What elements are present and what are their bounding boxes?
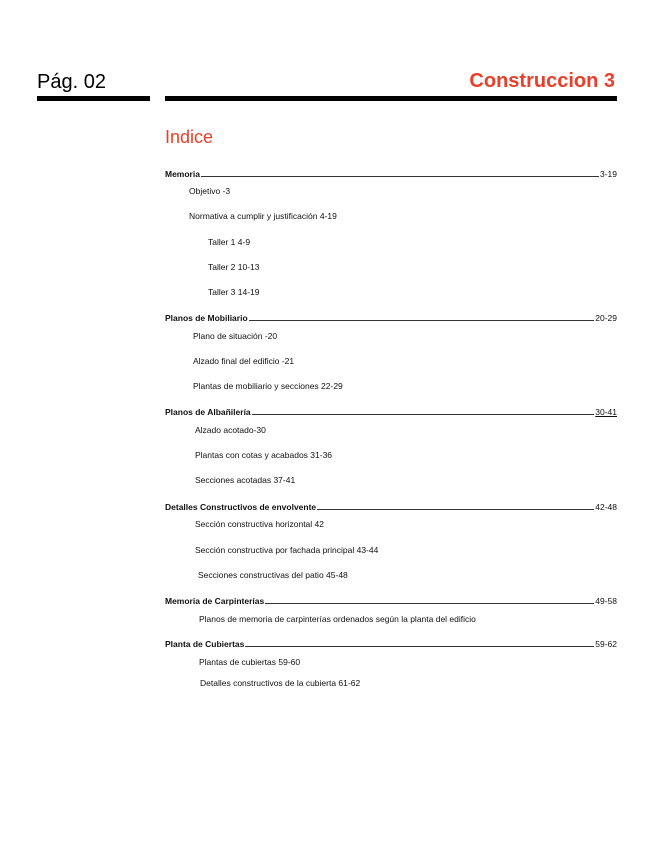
section-title: Memoria	[165, 169, 200, 179]
toc-section-memoria[interactable]	[165, 166, 617, 179]
section-title: Detalles Constructivos de envolvente	[165, 502, 317, 512]
toc-item[interactable]: Sección constructiva horizontal 42	[195, 519, 324, 529]
toc-item[interactable]: Taller 3 14-19	[208, 287, 260, 297]
section-title: Memoria de Carpinterías	[165, 596, 265, 606]
document-title: Construccion 3	[469, 70, 615, 92]
section-pages: 20-29	[595, 313, 617, 323]
dot-leader	[317, 509, 594, 510]
dot-leader	[265, 603, 594, 604]
toc-section-memoria-carpinterias[interactable]	[165, 593, 617, 606]
toc-section-detalles-constructivos[interactable]	[165, 499, 617, 512]
header-rule-left	[37, 96, 150, 101]
section-pages: 49-58	[595, 596, 617, 606]
toc-item[interactable]: Secciones constructivas del patio 45-48	[198, 570, 348, 580]
toc-heading: Indice	[165, 127, 214, 147]
toc-item[interactable]: Planos de memoria de carpinterías ordenados según la planta del edificio	[199, 614, 476, 624]
toc-item[interactable]: Taller 1 4-9	[208, 237, 251, 247]
section-title: Planos de Mobiliario	[165, 313, 248, 323]
section-pages: 3-19	[599, 169, 617, 179]
section-pages: 59-62	[595, 639, 617, 649]
toc-item[interactable]: Plantas con cotas y acabados 31-36	[195, 450, 333, 460]
toc-item[interactable]: Plantas de cubiertas 59-60	[199, 657, 301, 667]
section-title: Planta de Cubiertas	[165, 639, 245, 649]
toc-item[interactable]: Taller 2 10-13	[208, 262, 260, 272]
toc-item[interactable]: Plano de situación -20	[193, 331, 278, 341]
toc-item[interactable]: Alzado final del edificio -21	[193, 356, 295, 366]
section-pages: 42-48	[595, 502, 617, 512]
section-title: Planos de Albañilería	[165, 407, 251, 417]
toc-item[interactable]: Detalles constructivos de la cubierta 61-62	[200, 678, 361, 688]
toc-item[interactable]: Normativa a cumplir y justificación 4-19	[189, 211, 337, 221]
dot-leader	[201, 176, 599, 177]
toc-item[interactable]: Sección constructiva por fachada principal 43-44	[195, 545, 379, 555]
dot-leader	[249, 320, 595, 321]
toc-section-planta-cubiertas[interactable]	[165, 636, 617, 649]
toc-section-planos-mobiliario[interactable]	[165, 310, 617, 323]
toc-section-planos-albanileria[interactable]	[165, 404, 617, 417]
page-number-label: Pág. 02	[37, 71, 106, 93]
toc-item[interactable]: Alzado acotado-30	[195, 425, 266, 435]
toc-item[interactable]: Plantas de mobiliario y secciones 22-29	[193, 381, 343, 391]
dot-leader	[252, 414, 595, 415]
section-pages: 30-41	[595, 407, 617, 417]
dot-leader	[245, 646, 594, 647]
toc-item[interactable]: Secciones acotadas 37-41	[195, 475, 296, 485]
header-rule-right	[165, 96, 617, 101]
toc-item[interactable]: Objetivo -3	[189, 186, 231, 196]
